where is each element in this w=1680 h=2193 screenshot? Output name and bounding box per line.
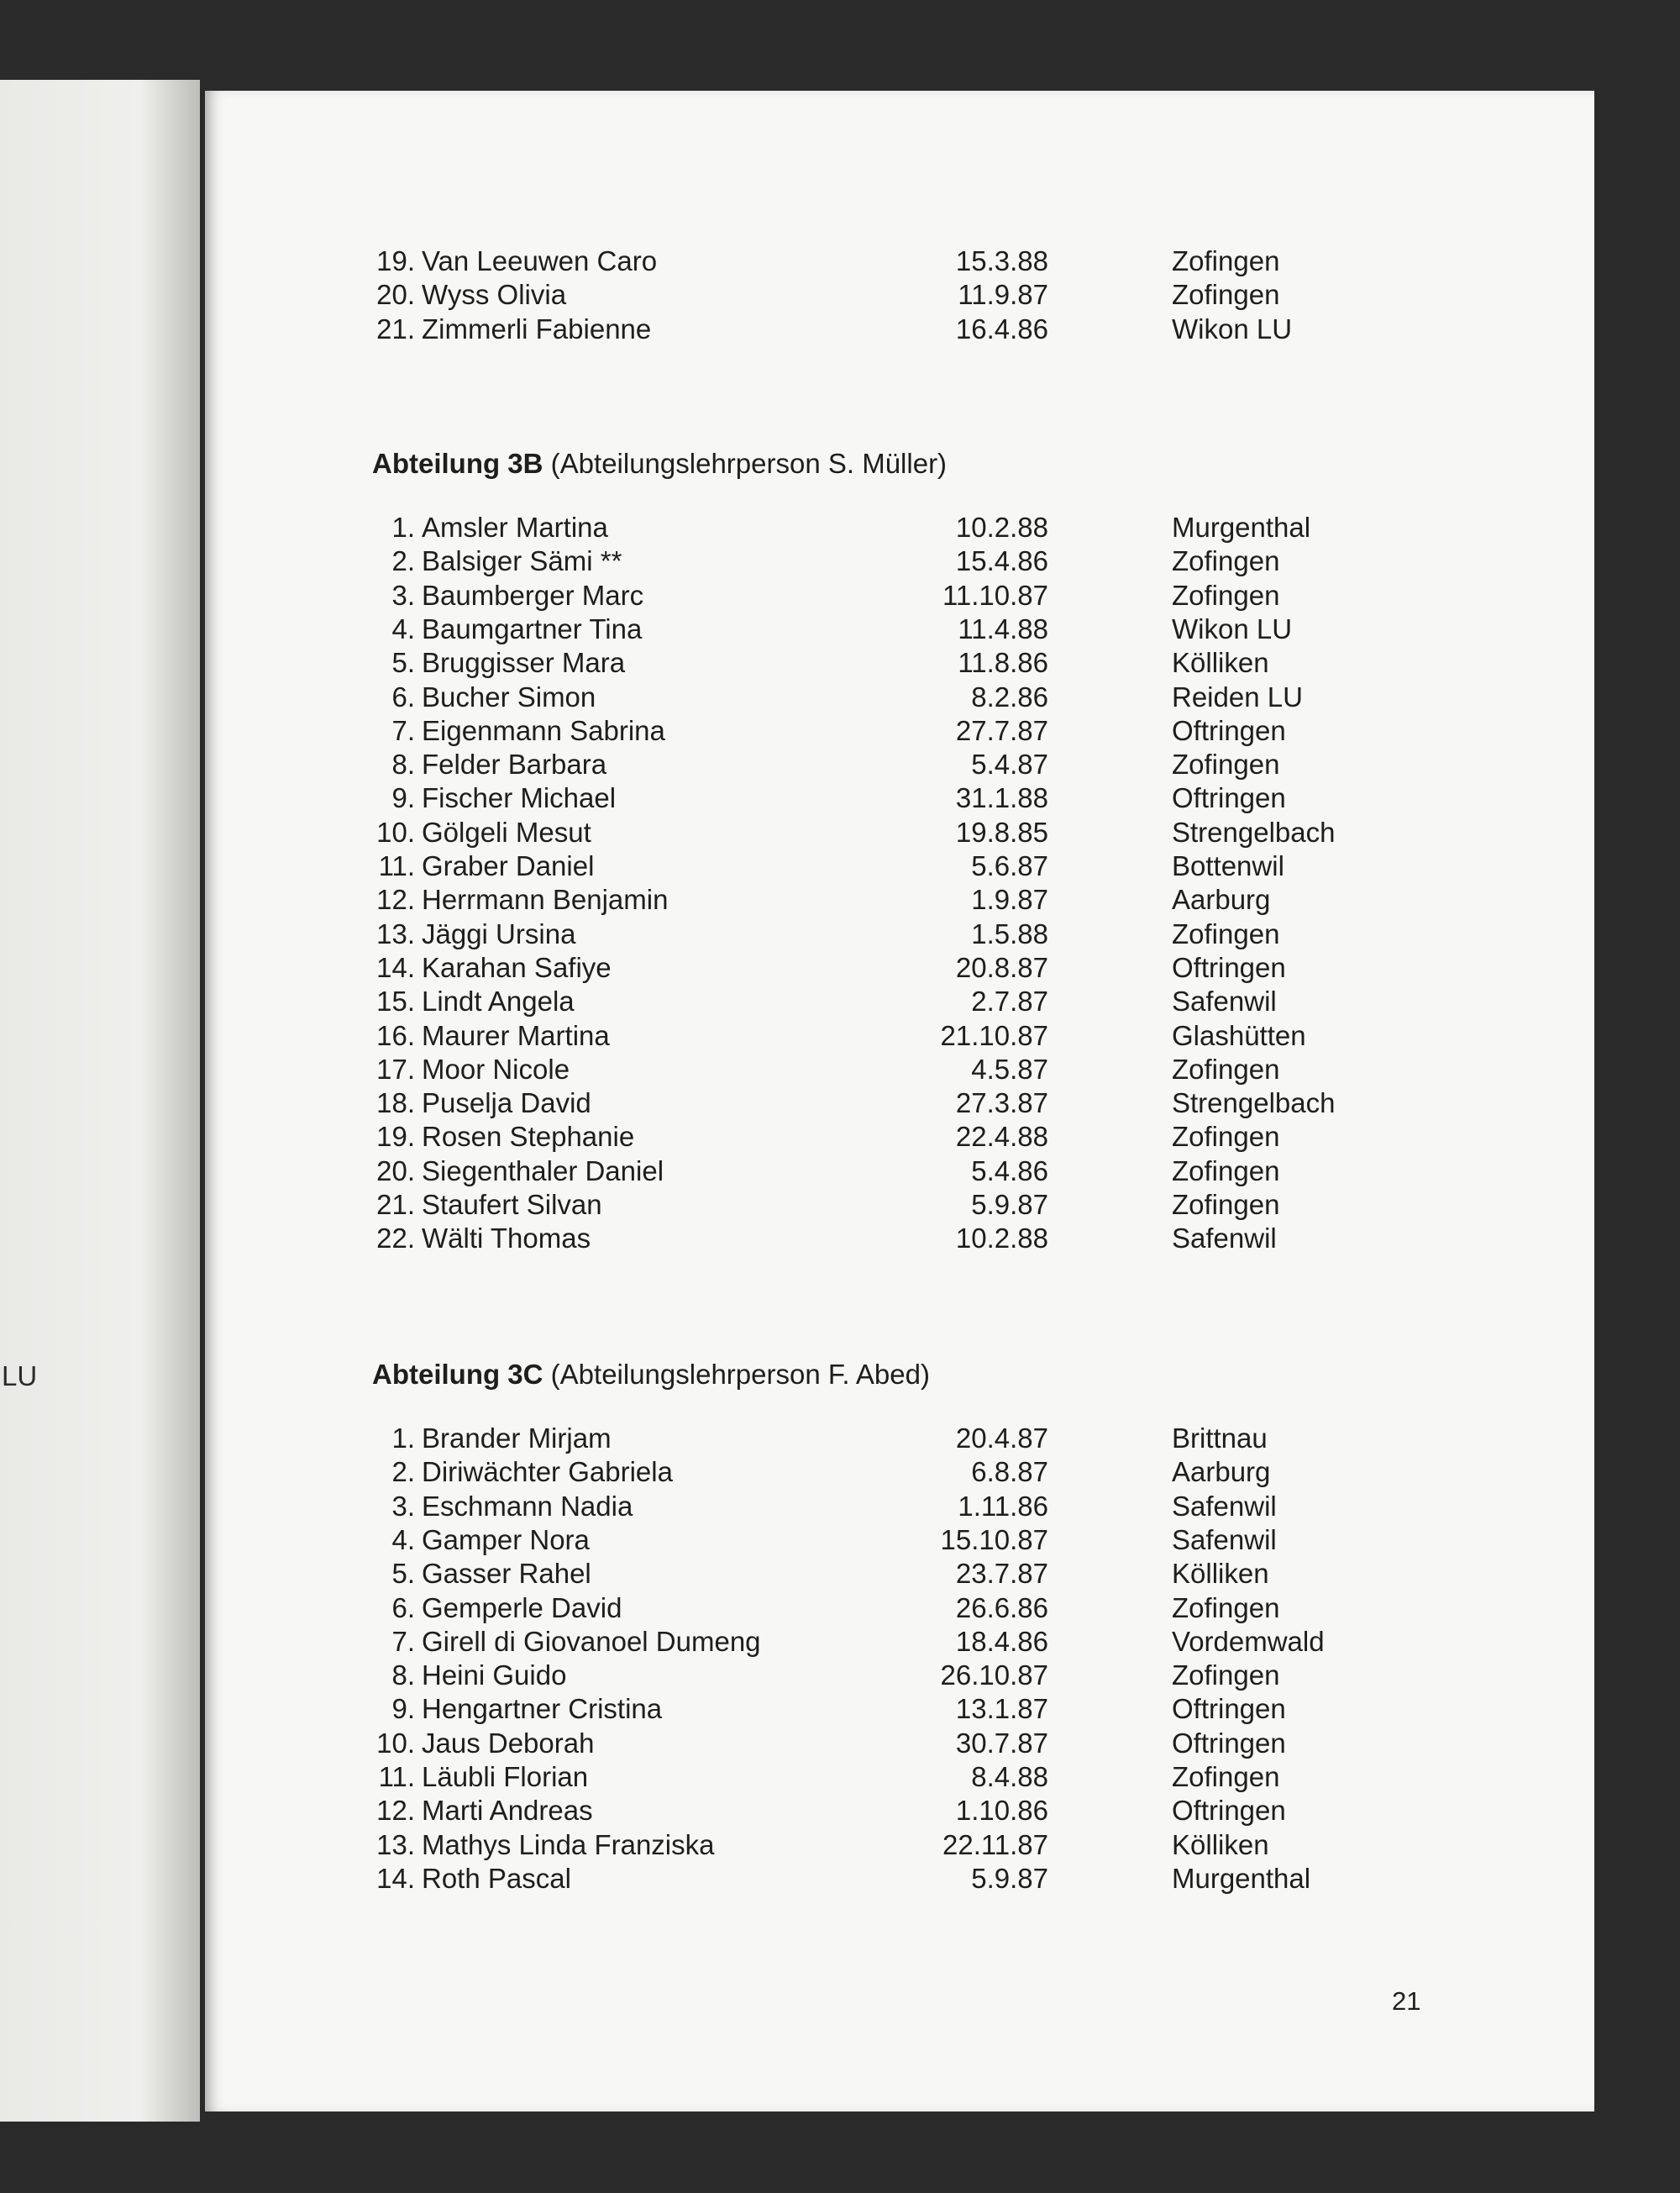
student-num: 18.: [376, 1087, 415, 1119]
list-item: [205, 278, 1594, 312]
list-item: [205, 1422, 1594, 1455]
student-town: Zofingen: [1172, 1121, 1280, 1153]
student-town: Brittnau: [1172, 1423, 1268, 1454]
left-page-text-fragment: LU: [2, 1360, 38, 1391]
student-date: 8.4.88: [971, 1761, 1048, 1792]
student-num: 4.: [391, 613, 415, 644]
student-date: 8.2.86: [971, 681, 1048, 713]
list-item: [205, 544, 1594, 578]
student-town: Aarburg: [1172, 1456, 1271, 1488]
section-heading: [372, 447, 947, 481]
student-name: Maurer Martina: [422, 1019, 610, 1051]
student-num: 20.: [376, 279, 415, 311]
list-item: [205, 613, 1594, 646]
student-name: Wälti Thomas: [422, 1223, 591, 1254]
student-date: 10.2.88: [955, 1223, 1048, 1254]
student-date: 11.10.87: [942, 579, 1048, 611]
section-heading-title: Abteilung 3B: [372, 448, 543, 479]
list-item: [205, 313, 1594, 346]
list-item: [205, 1794, 1594, 1828]
student-date: 21.10.87: [940, 1019, 1048, 1051]
student-name: Siegenthaler Daniel: [422, 1154, 664, 1186]
student-num: 14.: [376, 951, 415, 983]
section-heading-teacher: (Abteilungslehrperson F. Abed): [543, 1359, 930, 1390]
student-town: Oftringen: [1172, 1693, 1286, 1725]
student-num: 20.: [376, 1154, 415, 1186]
student-town: Oftringen: [1172, 714, 1286, 746]
student-name: Eschmann Nadia: [422, 1490, 633, 1522]
student-num: 5.: [391, 647, 415, 679]
student-name: Mathys Linda Franziska: [422, 1828, 715, 1860]
section-heading-teacher: (Abteilungslehrperson S. Müller): [543, 448, 948, 479]
student-num: 2.: [391, 1456, 415, 1488]
student-town: Zofingen: [1172, 579, 1280, 611]
student-date: 5.4.86: [971, 1154, 1048, 1186]
student-town: Zofingen: [1172, 918, 1280, 949]
student-name: Herrmann Benjamin: [422, 884, 669, 916]
list-item: [205, 1053, 1594, 1086]
student-num: 19.: [376, 245, 415, 276]
student-date: 1.5.88: [971, 918, 1048, 949]
list-item: [205, 1625, 1594, 1659]
student-town: Strengelbach: [1172, 816, 1336, 848]
student-date: 15.3.88: [955, 245, 1048, 276]
student-date: 5.4.87: [971, 749, 1048, 781]
student-town: Oftringen: [1172, 951, 1286, 983]
student-num: 9.: [391, 782, 415, 814]
student-name: Baumgartner Tina: [422, 613, 643, 644]
student-num: 4.: [391, 1523, 415, 1555]
student-num: 7.: [391, 1625, 415, 1657]
student-town: Zofingen: [1172, 749, 1280, 781]
list-item: [205, 1188, 1594, 1222]
student-num: 17.: [376, 1053, 415, 1085]
list-item: [205, 816, 1594, 849]
student-num: 16.: [376, 1019, 415, 1051]
student-date: 13.1.87: [955, 1693, 1048, 1725]
list-item: [205, 646, 1594, 680]
list-item: [205, 1862, 1594, 1896]
student-town: Strengelbach: [1172, 1087, 1336, 1119]
student-town: Oftringen: [1172, 1727, 1286, 1759]
student-town: Zofingen: [1172, 1189, 1280, 1220]
student-name: Graber Daniel: [422, 850, 595, 881]
student-num: 12.: [376, 1795, 415, 1827]
student-town: Kölliken: [1172, 1828, 1269, 1860]
student-date: 11.8.86: [958, 647, 1048, 679]
student-name: Hengartner Cristina: [422, 1693, 663, 1725]
student-town: Zofingen: [1172, 1591, 1280, 1623]
student-name: Karahan Safiye: [422, 951, 612, 983]
section-heading: [372, 1358, 930, 1391]
student-num: 10.: [376, 816, 415, 848]
student-num: 11.: [378, 1761, 415, 1792]
student-name: Van Leeuwen Caro: [422, 245, 658, 276]
student-town: Reiden LU: [1172, 681, 1303, 713]
list-item: [205, 1523, 1594, 1557]
list-item: [205, 511, 1594, 544]
student-name: Rosen Stephanie: [422, 1121, 635, 1153]
list-item: [205, 1019, 1594, 1053]
student-num: 13.: [376, 1828, 415, 1860]
student-date: 23.7.87: [955, 1558, 1048, 1590]
student-num: 14.: [376, 1862, 415, 1894]
student-date: 1.11.86: [958, 1490, 1048, 1522]
page-number: 21: [1392, 1986, 1421, 2016]
student-town: Safenwil: [1172, 1490, 1277, 1522]
student-name: Bucher Simon: [422, 681, 596, 713]
student-name: Läubli Florian: [422, 1761, 589, 1792]
list-item: [205, 748, 1594, 781]
student-date: 22.11.87: [942, 1828, 1048, 1860]
student-town: Aarburg: [1172, 884, 1271, 916]
student-date: 5.6.87: [971, 850, 1048, 881]
student-date: 26.10.87: [940, 1659, 1048, 1691]
student-name: Brander Mirjam: [422, 1423, 612, 1454]
student-town: Zofingen: [1172, 1154, 1280, 1186]
student-num: 3.: [391, 1490, 415, 1522]
student-town: Murgenthal: [1172, 1862, 1311, 1894]
list-item: [205, 1760, 1594, 1794]
list-item: [205, 1455, 1594, 1489]
student-name: Girell di Giovanoel Dumeng: [422, 1625, 761, 1657]
student-date: 26.6.86: [955, 1591, 1048, 1623]
student-town: Glashütten: [1172, 1019, 1306, 1051]
student-date: 15.10.87: [940, 1523, 1048, 1555]
student-date: 10.2.88: [955, 512, 1048, 543]
list-item: [205, 781, 1594, 815]
student-num: 3.: [391, 579, 415, 611]
student-num: 7.: [391, 714, 415, 746]
student-date: 6.8.87: [971, 1456, 1048, 1488]
student-name: Lindt Angela: [422, 986, 575, 1018]
student-town: Kölliken: [1172, 1558, 1269, 1590]
list-item: [205, 1727, 1594, 1760]
student-name: Gamper Nora: [422, 1523, 590, 1555]
list-item: [205, 1222, 1594, 1255]
student-town: Safenwil: [1172, 986, 1277, 1018]
list-item: [205, 918, 1594, 951]
student-date: 27.7.87: [955, 714, 1048, 746]
student-name: Jäggi Ursina: [422, 918, 576, 949]
student-num: 9.: [391, 1693, 415, 1725]
student-num: 11.: [378, 850, 415, 881]
student-num: 10.: [376, 1727, 415, 1759]
list-item: [205, 883, 1594, 917]
list-item: [205, 1557, 1594, 1591]
student-date: 5.9.87: [971, 1862, 1048, 1894]
student-name: Marti Andreas: [422, 1795, 593, 1827]
student-town: Safenwil: [1172, 1523, 1277, 1555]
student-town: Wikon LU: [1172, 613, 1293, 644]
student-town: Zofingen: [1172, 279, 1280, 311]
student-name: Jaus Deborah: [422, 1727, 595, 1759]
student-num: 21.: [376, 1189, 415, 1220]
list-item: [205, 579, 1594, 613]
list-item: [205, 1120, 1594, 1154]
student-date: 1.10.86: [955, 1795, 1048, 1827]
student-name: Felder Barbara: [422, 749, 607, 781]
student-date: 11.9.87: [958, 279, 1048, 311]
student-num: 1.: [391, 512, 415, 543]
student-date: 16.4.86: [955, 313, 1048, 344]
student-name: Bruggisser Mara: [422, 647, 626, 679]
student-town: Zofingen: [1172, 1659, 1280, 1691]
list-item: [205, 1490, 1594, 1523]
student-name: Zimmerli Fabienne: [422, 313, 652, 344]
student-town: Bottenwil: [1172, 850, 1284, 881]
student-date: 1.9.87: [971, 884, 1048, 916]
section-heading-title: Abteilung 3C: [372, 1359, 543, 1390]
list-item: [205, 245, 1594, 278]
student-date: 19.8.85: [955, 816, 1048, 848]
list-item: [205, 985, 1594, 1018]
student-num: 2.: [391, 545, 415, 577]
list-item: [205, 1086, 1594, 1120]
student-name: Heini Guido: [422, 1659, 567, 1691]
list-item: [205, 681, 1594, 714]
list-item: [205, 1591, 1594, 1625]
student-town: Murgenthal: [1172, 512, 1311, 543]
student-date: 22.4.88: [955, 1121, 1048, 1153]
student-num: 1.: [391, 1423, 415, 1454]
student-town: Zofingen: [1172, 1053, 1280, 1085]
student-town: Oftringen: [1172, 1795, 1286, 1827]
student-name: Roth Pascal: [422, 1862, 571, 1894]
student-num: 19.: [376, 1121, 415, 1153]
student-town: Safenwil: [1172, 1223, 1277, 1254]
student-name: Wyss Olivia: [422, 279, 567, 311]
student-town: Zofingen: [1172, 245, 1280, 276]
student-name: Diriwächter Gabriela: [422, 1456, 673, 1488]
student-date: 2.7.87: [971, 986, 1048, 1018]
student-town: Kölliken: [1172, 647, 1269, 679]
list-item: [205, 849, 1594, 883]
student-num: 21.: [376, 313, 415, 344]
student-num: 12.: [376, 884, 415, 916]
student-town: Zofingen: [1172, 545, 1280, 577]
list-item: [205, 951, 1594, 985]
student-date: 11.4.88: [958, 613, 1048, 644]
student-town: Zofingen: [1172, 1761, 1280, 1792]
student-town: Wikon LU: [1172, 313, 1293, 344]
student-name: Amsler Martina: [422, 512, 608, 543]
student-date: 27.3.87: [955, 1087, 1048, 1119]
student-name: Gölgeli Mesut: [422, 816, 591, 848]
student-name: Gemperle David: [422, 1591, 622, 1623]
student-date: 20.4.87: [955, 1423, 1048, 1454]
student-name: Balsiger Sämi **: [422, 545, 622, 577]
student-num: 8.: [391, 749, 415, 781]
student-num: 5.: [391, 1558, 415, 1590]
student-name: Eigenmann Sabrina: [422, 714, 665, 746]
student-date: 4.5.87: [971, 1053, 1048, 1085]
student-name: Puselja David: [422, 1087, 591, 1119]
student-num: 13.: [376, 918, 415, 949]
student-name: Fischer Michael: [422, 782, 617, 814]
student-date: 18.4.86: [955, 1625, 1048, 1657]
student-num: 6.: [391, 681, 415, 713]
student-name: Baumberger Marc: [422, 579, 644, 611]
student-date: 31.1.88: [955, 782, 1048, 814]
student-num: 6.: [391, 1591, 415, 1623]
student-town: Vordemwald: [1172, 1625, 1325, 1657]
student-date: 15.4.86: [955, 545, 1048, 577]
student-num: 8.: [391, 1659, 415, 1691]
student-num: 15.: [376, 986, 415, 1018]
list-item: [205, 1828, 1594, 1862]
list-item: [205, 1692, 1594, 1726]
student-name: Staufert Silvan: [422, 1189, 602, 1220]
student-town: Oftringen: [1172, 782, 1286, 814]
student-name: Gasser Rahel: [422, 1558, 591, 1590]
student-date: 20.8.87: [955, 951, 1048, 983]
list-item: [205, 1154, 1594, 1188]
student-date: 30.7.87: [955, 1727, 1048, 1759]
document-page: [205, 91, 1594, 2111]
list-item: [205, 1659, 1594, 1692]
student-name: Moor Nicole: [422, 1053, 570, 1085]
list-item: [205, 714, 1594, 748]
student-date: 5.9.87: [971, 1189, 1048, 1220]
student-num: 22.: [376, 1223, 415, 1254]
left-page-edge: [0, 80, 200, 2122]
